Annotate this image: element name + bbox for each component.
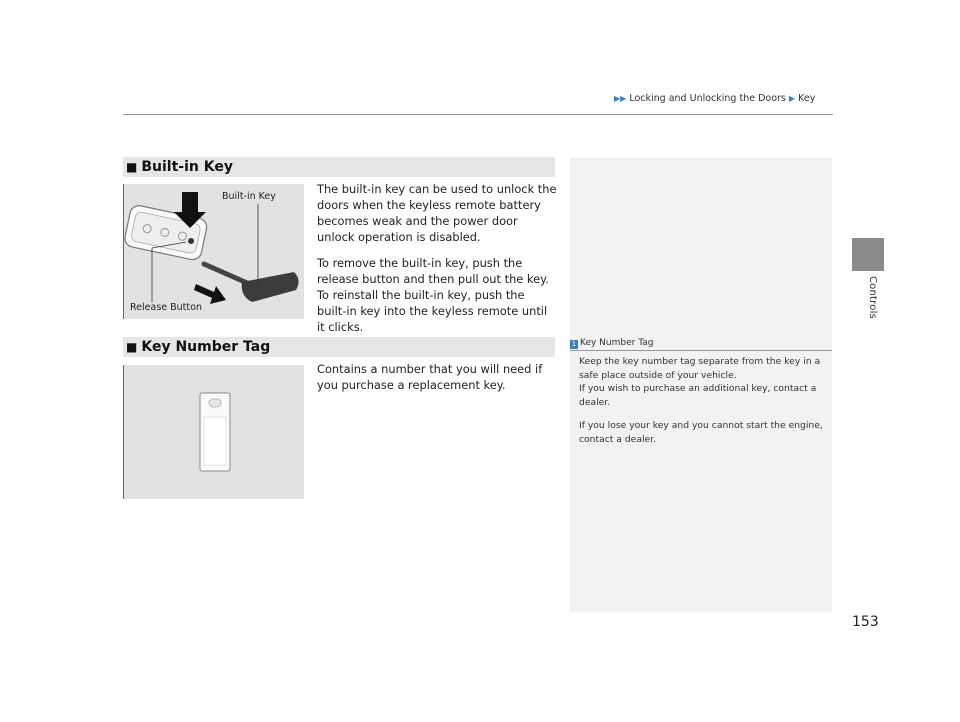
key-tag-icon <box>124 365 304 499</box>
callout-built-in-key: Built-in Key <box>222 191 276 202</box>
breadcrumb-item[interactable]: Locking and Unlocking the Doors <box>629 93 786 104</box>
section-heading <box>123 337 555 357</box>
square-bullet-icon: ■ <box>126 340 138 354</box>
paragraph: To remove the built-in key, push the release button and then pull out the key. To reinstall the built-in key, push the built-in key into the keyless remote until it clicks. <box>317 256 549 334</box>
keyless-remote-icon <box>124 184 304 319</box>
double-arrow-icon: ▶▶ <box>614 94 627 103</box>
section-heading <box>123 157 555 177</box>
page-number: 153 <box>852 614 879 630</box>
note-body <box>579 355 827 456</box>
note-rule <box>570 350 832 351</box>
built-in-key-illustration <box>123 184 304 319</box>
paragraph: The built-in key can be used to unlock the doors when the keyless remote battery becomes weak and the power door unlock operation is disabled. <box>317 182 557 244</box>
chapter-label: Controls <box>867 276 878 319</box>
chapter-tab <box>852 238 884 271</box>
paragraph: Contains a number that you will need if you purchase a replacement key. <box>317 362 543 392</box>
note-title <box>570 338 653 349</box>
breadcrumb-item[interactable]: Key <box>798 93 816 104</box>
note-marker-icon: 1 <box>571 340 577 348</box>
breadcrumb <box>614 93 815 104</box>
note-paragraph: Keep the key number tag separate from the key in a safe place outside of your vehicle. If you wish to purchase an additional key, contact a dealer. <box>579 356 821 408</box>
section-body <box>317 361 557 403</box>
note-paragraph: If you lose your key and you cannot start the engine, contact a dealer. <box>579 420 823 445</box>
key-number-tag-illustration <box>123 365 304 499</box>
arrow-icon: ▶ <box>788 94 796 103</box>
note-title-text: Key Number Tag <box>580 338 654 348</box>
section-title: Built-in Key <box>141 159 233 175</box>
header-rule <box>123 114 833 115</box>
square-bullet-icon: ■ <box>126 160 138 174</box>
section-title: Key Number Tag <box>141 339 271 355</box>
section-body <box>317 181 557 345</box>
callout-release-button: Release Button <box>130 302 202 313</box>
